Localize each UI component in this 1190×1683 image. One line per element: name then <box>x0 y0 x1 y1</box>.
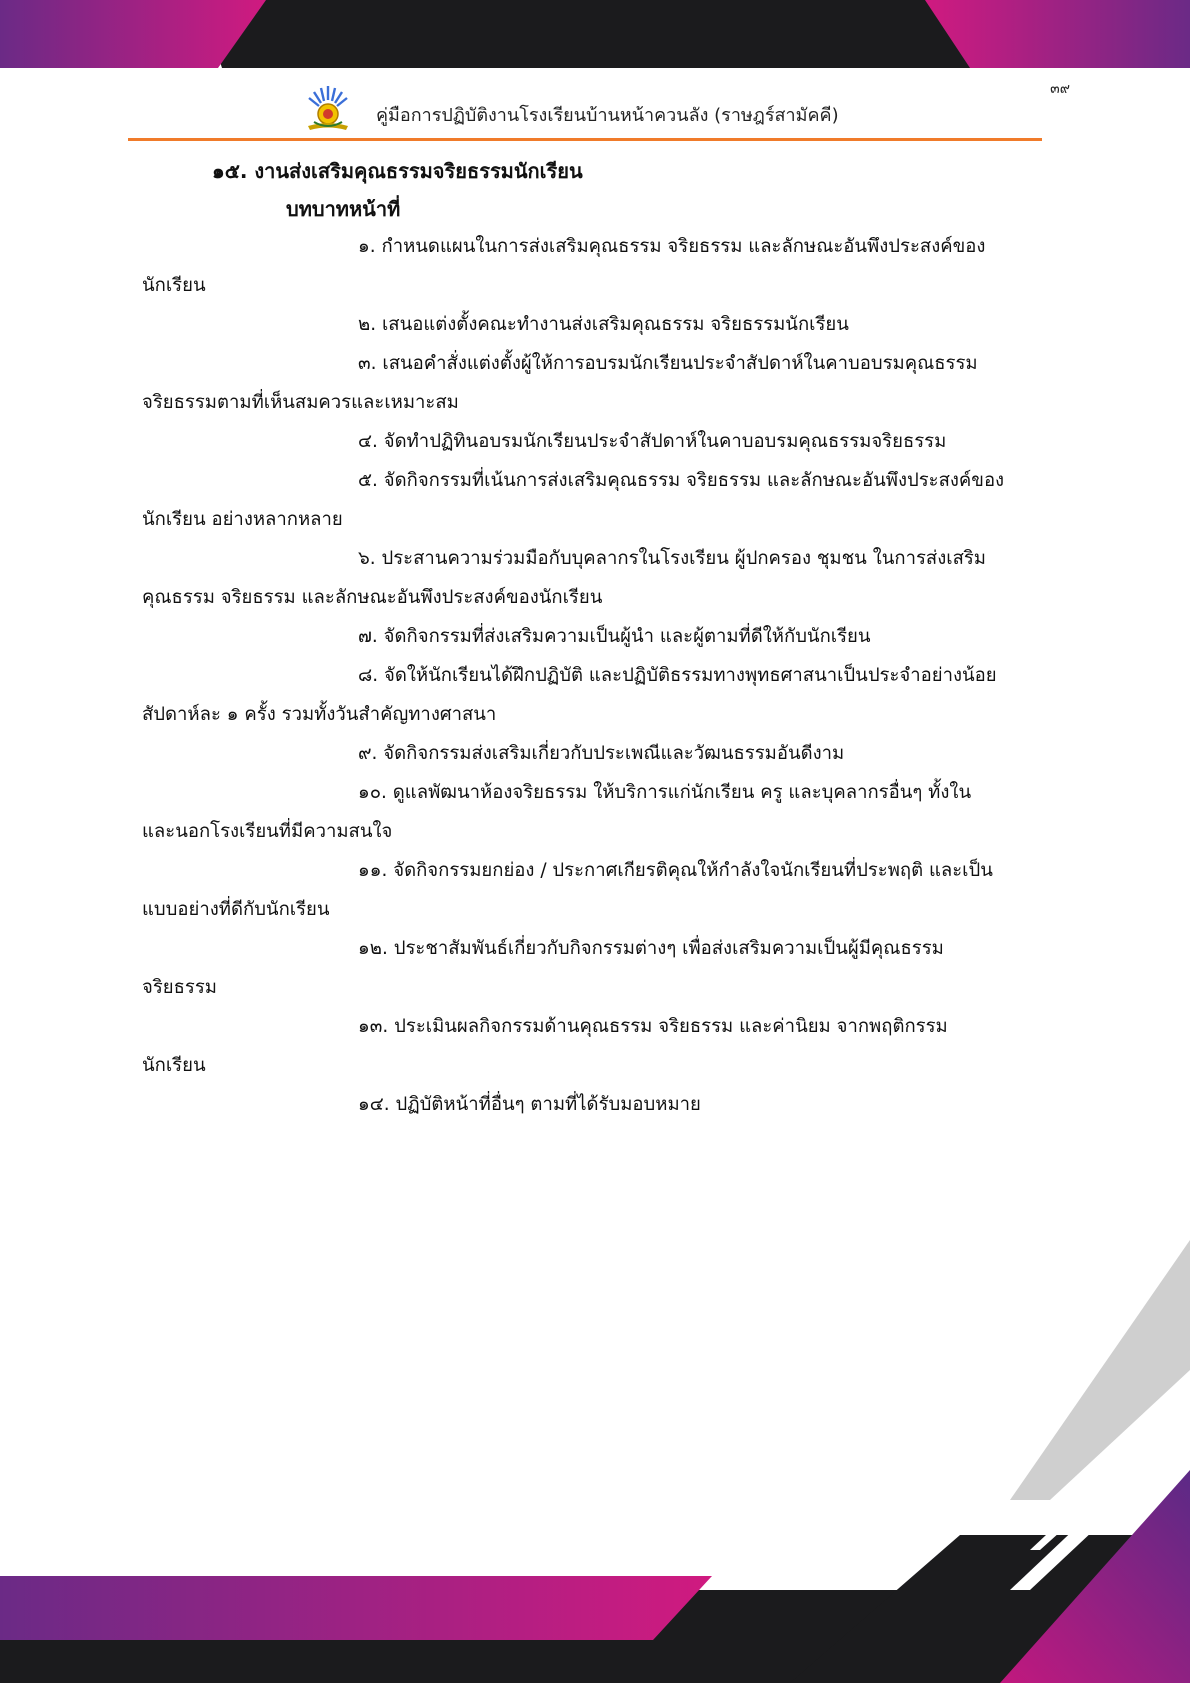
page-number: ๓๙ <box>1050 81 1070 97</box>
top-band <box>0 0 1190 68</box>
duty-text: ๒. เสนอแต่งตั้งคณะทำงานส่งเสริมคุณธรรม จริยธรรมนักเรียน <box>358 314 849 335</box>
duty-text-continued: นักเรียน <box>142 1055 206 1076</box>
duty-text: ๖. ประสานความร่วมมือกับบุคลากรในโรงเรียน ผู้ปกครอง ชุมชน ในการส่งเสริม <box>358 548 986 569</box>
duty-item <box>142 1085 1047 1124</box>
duty-text-continued: จริยธรรม <box>142 977 217 998</box>
duty-item <box>142 461 1047 539</box>
duty-item <box>142 344 1047 422</box>
duty-text-continued: และนอกโรงเรียนที่มีความสนใจ <box>142 821 393 842</box>
duty-item <box>142 773 1047 851</box>
school-emblem-icon <box>300 78 356 134</box>
duty-text: ๑๑. จัดกิจกรรมยกย่อง / ประกาศเกียรติคุณให้กำลังใจนักเรียนที่ประพฤติ และเป็น <box>358 860 993 881</box>
section-heading: ๑๕. งานส่งเสริมคุณธรรมจริยธรรมนักเรียน <box>212 159 583 183</box>
duty-item <box>142 305 1047 344</box>
duty-text-continued: นักเรียน <box>142 275 206 296</box>
duty-item <box>142 851 1047 929</box>
duties-subheading: บทบาทหน้าที่ <box>286 197 401 221</box>
duty-text-continued: สัปดาห์ละ ๑ ครั้ง รวมทั้งวันสำคัญทางศาสนา <box>142 704 497 725</box>
duty-item <box>142 617 1047 656</box>
duty-item <box>142 1007 1047 1085</box>
duty-text: ๑๓. ประเมินผลกิจกรรมด้านคุณธรรม จริยธรรม และค่านิยม จากพฤติกรรม <box>358 1016 948 1037</box>
duty-text: ๑๔. ปฏิบัติหน้าที่อื่นๆ ตามที่ได้รับมอบหมาย <box>358 1094 701 1115</box>
duty-text-continued: จริยธรรมตามที่เห็นสมควรและเหมาะสม <box>142 392 459 413</box>
duty-text: ๙. จัดกิจกรรมส่งเสริมเกี่ยวกับประเพณีและวัฒนธรรมอันดีงาม <box>358 743 845 764</box>
duty-text: ๑๒. ประชาสัมพันธ์เกี่ยวกับกิจกรรมต่างๆ เพื่อส่งเสริมความเป็นผู้มีคุณธรรม <box>358 938 944 959</box>
duty-text: ๓. เสนอคำสั่งแต่งตั้งผู้ให้การอบรมนักเรียนประจำสัปดาห์ในคาบอบรมคุณธรรม <box>358 353 978 374</box>
duty-text: ๕. จัดกิจกรรมที่เน้นการส่งเสริมคุณธรรม จริยธรรม และลักษณะอันพึงประสงค์ของ <box>358 470 1005 491</box>
duty-item <box>142 422 1047 461</box>
duties-list <box>142 227 1047 1124</box>
header-title: คู่มือการปฏิบัติงานโรงเรียนบ้านหน้าควนลัง (ราษฎร์สามัคคี) <box>376 105 839 126</box>
duty-item <box>142 734 1047 773</box>
duty-text: ๑๐. ดูแลพัฒนาห้องจริยธรรม ให้บริการแก่นักเรียน ครู และบุคลากรอื่นๆ ทั้งใน <box>358 782 972 803</box>
duty-text-continued: คุณธรรม จริยธรรม และลักษณะอันพึงประสงค์ของนักเรียน <box>142 587 603 608</box>
duty-text-continued: นักเรียน อย่างหลากหลาย <box>142 509 343 530</box>
duty-text-continued: แบบอย่างที่ดีกับนักเรียน <box>142 899 330 920</box>
duty-item <box>142 227 1047 305</box>
duty-text: ๘. จัดให้นักเรียนได้ฝึกปฏิบัติ และปฏิบัติธรรมทางพุทธศาสนาเป็นประจำอย่างน้อย <box>358 665 997 686</box>
duty-text: ๗. จัดกิจกรรมที่ส่งเสริมความเป็นผู้นำ และผู้ตามที่ดีให้กับนักเรียน <box>358 626 871 647</box>
bottom-band <box>0 1240 1190 1683</box>
duty-item <box>142 929 1047 1007</box>
duty-item <box>142 656 1047 734</box>
duty-item <box>142 539 1047 617</box>
duty-text: ๑. กำหนดแผนในการส่งเสริมคุณธรรม จริยธรรม และลักษณะอันพึงประสงค์ของ <box>358 236 986 257</box>
duty-text: ๔. จัดทำปฏิทินอบรมนักเรียนประจำสัปดาห์ในคาบอบรมคุณธรรมจริยธรรม <box>358 431 947 452</box>
header-divider <box>128 138 1042 141</box>
